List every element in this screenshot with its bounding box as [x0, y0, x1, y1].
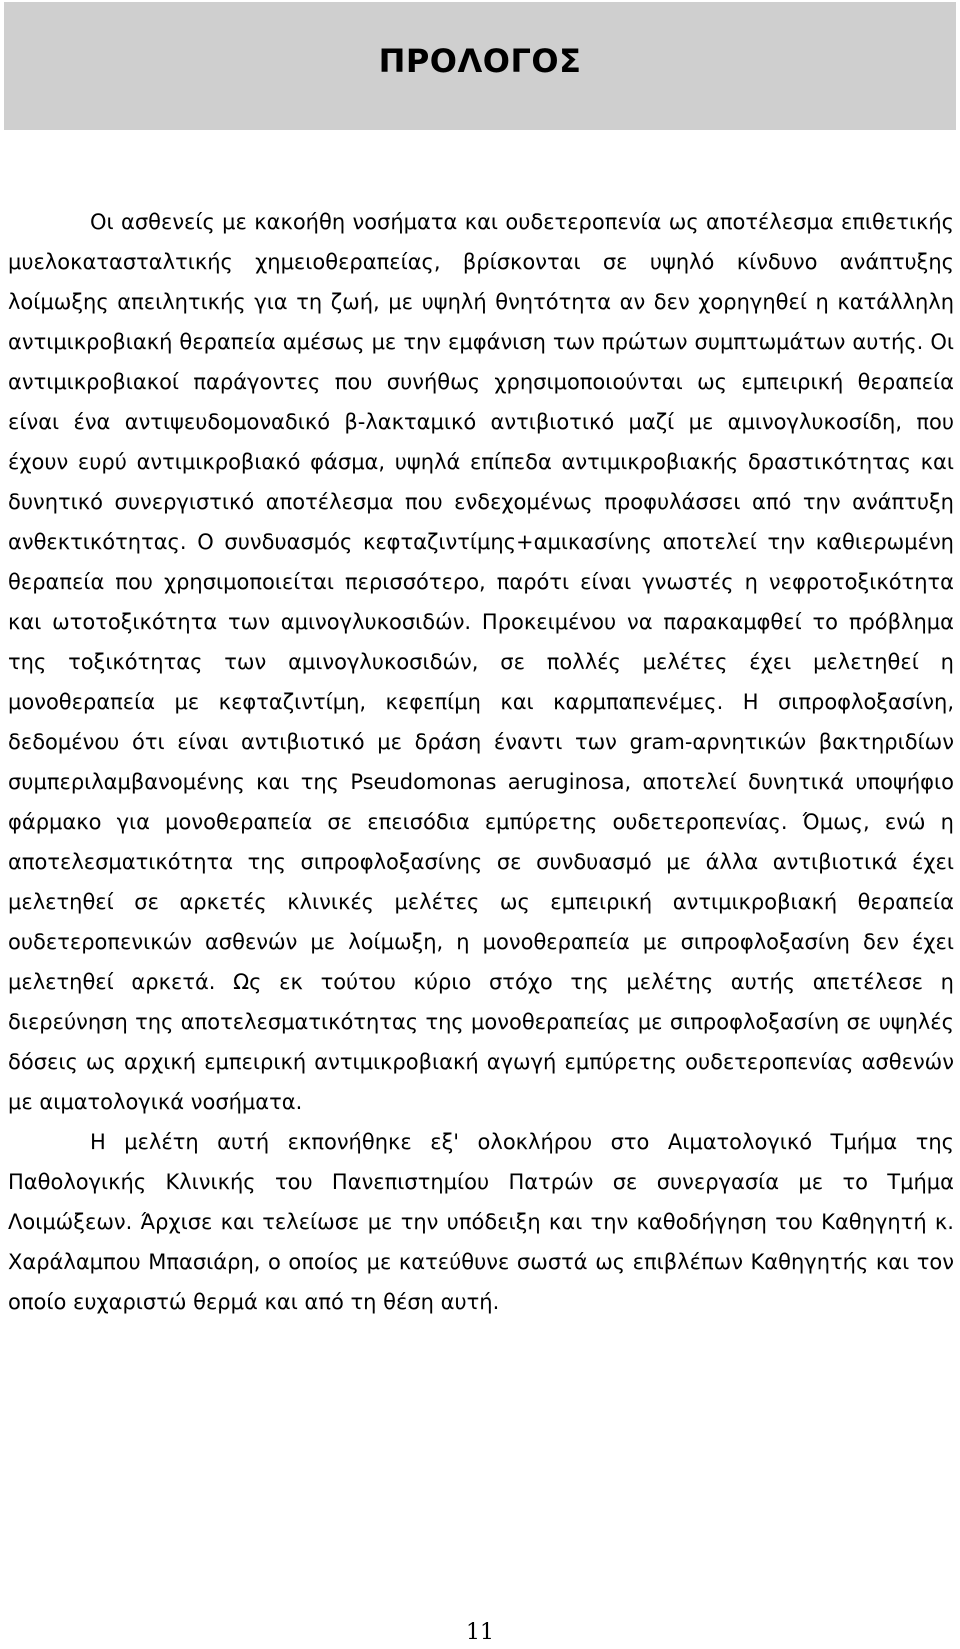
body-text: [8, 202, 954, 1322]
paragraph-1: Οι ασθενείς με κακοήθη νοσήματα και ουδετεροπενία ως αποτέλεσμα επιθετικής μυελοκατασταλτικής χημειοθεραπείας, βρίσκονται σε υψηλό κίνδυνο ανάπτυξης λοίμωξης απειλητικής για τη ζωή, με υψηλή θνητότητα αν δεν χορηγηθεί η κατάλληλη αντιμικροβιακή θεραπεία αμέσως με την εμφάνιση των πρώτων συμπτωμάτων αυτής. Οι αντιμικροβιακοί παράγοντες που συνήθως χρησιμοποιούνται ως εμπειρική θεραπεία είναι ένα αντιψευδομοναδικό β-λακταμικό αντιβιοτικό μαζί με αμινογλυκοσίδη, που έχουν ευρύ αντιμικροβιακό φάσμα, υψηλά επίπεδα αντιμικροβιακής δραστικότητας και δυνητικό συνεργιστικό αποτέλεσμα που ενδεχομένως προφυλάσσει από την ανάπτυξη ανθεκτικότητας. Ο συνδυασμός κεφταζιντίμης+αμικασίνης αποτελεί την καθιερωμένη θεραπεία που χρησιμοποιείται περισσότερο, παρότι είναι γνωστές η νεφροτοξικότητα και ωτοτοξικότητα των αμινογλυκοσιδών. Προκειμένου να παρακαμφθεί το πρόβλημα της τοξικότητας των αμινογλυκοσιδών, σε πολλές μελέτες έχει μελετηθεί η μονοθεραπεία με κεφταζιντίμη, κεφεπίμη και καρμπαπενέμες. Η σιπροφλοξασίνη, δεδομένου ότι είναι αντιβιοτικό με δράση έναντι των gram-αρνητικών βακτηριδίων συμπεριλαμβανομένης και της Pseudomonas aeruginosa, αποτελεί δυνητικά υποψήφιο φάρμακο για μονοθεραπεία σε επεισόδια εμπύρετης ουδετεροπενίας. Όμως, ενώ η αποτελεσματικότητα της σιπροφλοξασίνης σε συνδυασμό με άλλα αντιβιοτικά έχει μελετηθεί σε αρκετές κλινικές μελέτες ως εμπειρική αντιμικροβιακή θεραπεία ουδετεροπενικών ασθενών με λοίμωξη, η μονοθεραπεία με σιπροφλοξασίνη δεν έχει μελετηθεί αρκετά. Ως εκ τούτου κύριο στόχο της μελέτης αυτής απετέλεσε η διερεύνηση της αποτελεσματικότητας της μονοθεραπείας με σιπροφλοξασίνη σε υψηλές δόσεις ως αρχική εμπειρική αντιμικροβιακή αγωγή εμπύρετης ουδετεροπενίας ασθενών με αιματολογικά νοσήματα.: [8, 210, 954, 1114]
paragraph-2: Η μελέτη αυτή εκπονήθηκε εξ' ολοκλήρου στο Αιματολογικό Τμήμα της Παθολογικής Κλινικής του Πανεπιστημίου Πατρών σε συνεργασία με το Τμήμα Λοιμώξεων. Άρχισε και τελείωσε με την υπόδειξη και την καθοδήγηση του Καθηγητή κ. Χαράλαμπου Μπασιάρη, ο οποίος με κατεύθυνε σωστά ως επιβλέπων Καθηγητής και τον οποίο ευχαριστώ θερμά και από τη θέση αυτή.: [8, 1130, 954, 1314]
page-title: ΠΡΟΛΟΓΟΣ: [378, 42, 582, 80]
page-number: 11: [466, 1620, 494, 1645]
